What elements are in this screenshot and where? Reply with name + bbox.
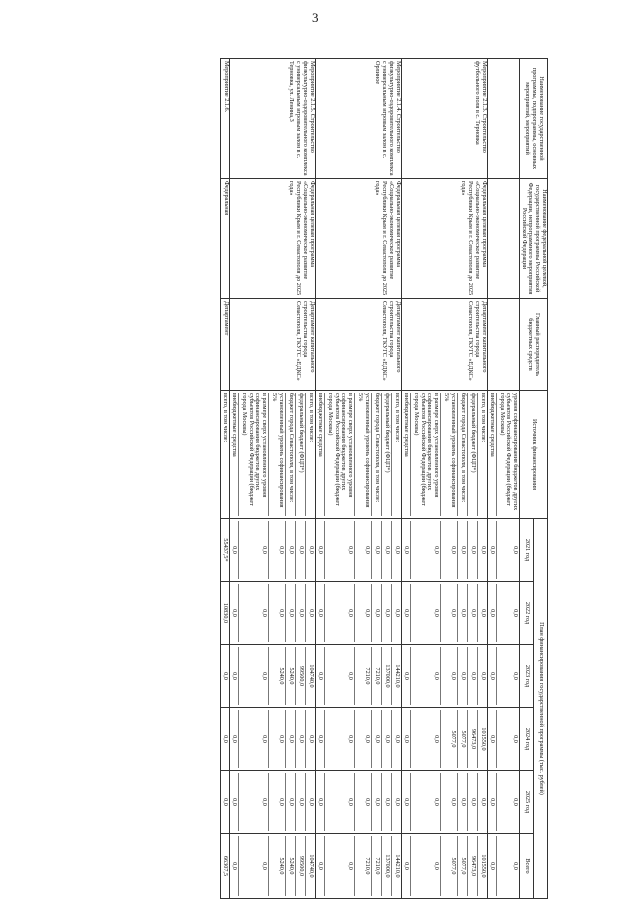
amount-value: 0,0 <box>268 773 285 831</box>
amount-value: 5077,0 <box>440 710 457 768</box>
amount-value: 0,0 <box>317 546 325 554</box>
amount-value: 0,0 <box>317 798 325 806</box>
budget-manager-cell: Департамент капитального строительства города Севастополя, ГКУГС «ЕДКС» <box>229 299 315 391</box>
amount-value: 0,0 <box>268 710 285 768</box>
amount-value: 0,0 <box>295 521 305 579</box>
amount-value: 0,0 <box>467 773 477 831</box>
amount-value: 0,0 <box>238 647 268 705</box>
amount-value: 0,0 <box>410 710 440 768</box>
amount-value: 0,0 <box>477 773 487 831</box>
amount-value: 0,0 <box>295 773 305 831</box>
funding-source-item: всего, в том числе: <box>477 393 487 516</box>
measure-name-cell: Мероприятие 2.1.6. <box>220 59 229 179</box>
amount-value: 0,0 <box>440 521 457 579</box>
budget-manager-cell: Департамент <box>220 299 229 391</box>
amount-value: 0,0 <box>403 862 411 870</box>
year-value-cell <box>401 582 487 645</box>
amount-value: 5240,0 <box>285 647 295 705</box>
amount-value: 0,0 <box>231 609 239 617</box>
amount-value: 0,0 <box>371 521 381 579</box>
funding-source-item: всего, в том числе: <box>222 393 230 443</box>
year-value-cell <box>315 771 401 834</box>
funding-source-item: внебюджетные средства <box>489 393 497 457</box>
table-row <box>315 59 401 899</box>
amount-value: 0,0 <box>231 862 239 870</box>
funding-source-item: в размере сверх установленного уровня софинансирования бюджетов других субъектов Российской Федерации (бюджет города Москвы) <box>324 393 354 516</box>
amount-value: 0,0 <box>489 546 497 554</box>
funding-source-cell <box>220 391 229 519</box>
year-value-cell <box>487 771 519 834</box>
measure-name-cell <box>487 59 519 179</box>
year-value-cell <box>220 645 229 708</box>
amount-value: 0,0 <box>324 584 354 642</box>
funding-source-item: бюджет города Севастополя, в том числе: <box>285 393 295 516</box>
amount-value: 0,0 <box>268 521 285 579</box>
amount-value: 99500,0 <box>295 647 305 705</box>
amount-value: 0,0 <box>305 773 315 831</box>
amount-value: 0,0 <box>489 609 497 617</box>
amount-value: 0,0 <box>317 609 325 617</box>
amount-value: 0,0 <box>496 773 519 831</box>
amount-value: 0,0 <box>496 836 519 896</box>
funding-source-item: бюджет города Севастополя, в том числе: <box>457 393 467 516</box>
amount-value: 137000,0 <box>381 836 391 896</box>
amount-value: 0,0 <box>489 735 497 743</box>
year-value-cell <box>315 582 401 645</box>
table-row <box>220 59 229 899</box>
header-total: Всего <box>519 834 533 899</box>
table-row <box>401 59 487 899</box>
funding-source-item: внебюджетные средства <box>403 393 411 457</box>
amount-value: 0,0 <box>403 735 411 743</box>
amount-value: 0,0 <box>324 647 354 705</box>
federal-program-cell: Федеральная <box>220 179 229 299</box>
amount-value: 0,0 <box>324 773 354 831</box>
year-value-cell <box>315 645 401 708</box>
amount-value: 0,0 <box>268 584 285 642</box>
table-body <box>220 59 519 899</box>
year-value-cell <box>229 771 315 834</box>
amount-value: 0,0 <box>457 521 467 579</box>
header-year: 2022 год <box>519 582 533 645</box>
amount-value: 0,0 <box>381 521 391 579</box>
amount-value: 0,0 <box>381 773 391 831</box>
header-federal: Наименование федеральной целевой, государственной программы Российской Федерации, непрограммного мероприятия Российской Федерации <box>519 179 547 299</box>
amount-value: 0,0 <box>305 584 315 642</box>
funding-source-item: установленный уровень софинансирования 5% <box>440 393 457 516</box>
amount-value: 0,0 <box>457 773 467 831</box>
amount-value: 5240,0 <box>285 836 295 896</box>
amount-value: 0,0 <box>238 836 268 896</box>
year-value-cell <box>401 771 487 834</box>
page-number: 3 <box>312 10 319 25</box>
funding-source-item: всего, в том числе: <box>391 393 401 516</box>
header-source: Источник финансирования <box>519 391 547 519</box>
amount-value: 10830,0 <box>222 602 230 624</box>
funding-source-item: федеральный бюджет (ФЦП*) <box>381 393 391 516</box>
amount-value: 144210,0 <box>391 836 401 896</box>
funding-source-cell <box>401 391 487 519</box>
year-value-cell <box>487 582 519 645</box>
amount-value: 0,0 <box>381 710 391 768</box>
measure-name-cell: Мероприятие 2.1.3. Строительство футбольного поля в с. Терновка <box>401 59 487 179</box>
year-value-cell <box>401 645 487 708</box>
amount-value: 0,0 <box>477 584 487 642</box>
funding-source-item: внебюджетные средства <box>317 393 325 457</box>
amount-value: 0,0 <box>371 584 381 642</box>
funding-source-item: внебюджетные средства <box>231 393 239 457</box>
amount-value: 0,0 <box>354 710 371 768</box>
amount-value: 0,0 <box>440 647 457 705</box>
amount-value: 0,0 <box>477 647 487 705</box>
amount-value: 0,0 <box>496 710 519 768</box>
year-value-cell <box>229 582 315 645</box>
amount-value: 55437,5* <box>222 538 230 562</box>
amount-value: 0,0 <box>324 710 354 768</box>
year-value-cell <box>229 645 315 708</box>
amount-value: 0,0 <box>489 798 497 806</box>
amount-value: 0,0 <box>371 710 381 768</box>
amount-value: 0,0 <box>477 521 487 579</box>
amount-value: 5077,0 <box>457 710 467 768</box>
amount-value: 0,0 <box>457 584 467 642</box>
amount-value: 0,0 <box>285 521 295 579</box>
amount-value: 0,0 <box>354 521 371 579</box>
amount-value: 0,0 <box>391 710 401 768</box>
amount-value: 101550,0 <box>477 836 487 896</box>
amount-value: 0,0 <box>410 647 440 705</box>
amount-value: 0,0 <box>295 584 305 642</box>
budget-manager-cell: Департамент капитального строительства города Севастополя, ГКУГС «ЕДКС» <box>401 299 487 391</box>
amount-value: 0,0 <box>231 546 239 554</box>
amount-value: 104740,0 <box>305 647 315 705</box>
year-value-cell <box>315 708 401 771</box>
measure-name-cell: Мероприятие 2.1.4. Строительство физкультурно-оздоровительного комплекса с универсальным игровым залом в с. Орлиное <box>315 59 401 179</box>
amount-value: 0,0 <box>467 584 477 642</box>
year-value-cell <box>401 708 487 771</box>
funding-source-cell <box>315 391 401 519</box>
financing-table <box>220 58 548 899</box>
amount-value: 0,0 <box>410 521 440 579</box>
amount-value: 0,0 <box>238 773 268 831</box>
amount-value: 0,0 <box>489 862 497 870</box>
amount-value: 5077,0 <box>457 836 467 896</box>
amount-value: 104740,0 <box>305 836 315 896</box>
federal-program-cell: Федеральная целевая программа «Социально-экономическое развитие Республики Крым и г. Севастополя до 2025 года» <box>401 179 487 299</box>
header-row <box>533 59 547 899</box>
measure-name-cell: Мероприятие 2.1.5. Строительство физкультурно-оздоровительного комплекса с универсальным игровым залом в с. Терновка, ул. Ленина,3 <box>229 59 315 179</box>
amount-value: 0,0 <box>295 710 305 768</box>
year-value-cell <box>315 519 401 582</box>
funding-source-item: в размере сверх установленного уровня софинансирования бюджетов других субъектов Российской Федерации (бюджет города Москвы) <box>410 393 440 516</box>
amount-value: 7210,0 <box>354 836 371 896</box>
amount-value: 0,0 <box>410 584 440 642</box>
amount-value: 0,0 <box>440 773 457 831</box>
amount-value: 0,0 <box>285 584 295 642</box>
year-value-cell <box>220 771 229 834</box>
amount-value: 0,0 <box>231 798 239 806</box>
year-value-cell <box>229 519 315 582</box>
amount-value: 0,0 <box>391 584 401 642</box>
year-value-cell <box>220 708 229 771</box>
federal-program-cell: Федеральная целевая программа «Социально-экономическое развитие Республики Крым и г. Севастополя до 2025 года» <box>315 179 401 299</box>
year-value-cell <box>487 519 519 582</box>
funding-source-cell <box>487 391 519 519</box>
amount-value: 0,0 <box>324 521 354 579</box>
table-row <box>229 59 315 899</box>
federal-program-cell: Федеральная целевая программа «Социально-экономическое развитие Республики Крым и г. Севастополя до 2025 года» <box>229 179 315 299</box>
amount-value: 0,0 <box>238 584 268 642</box>
amount-value: 0,0 <box>317 672 325 680</box>
total-value-cell <box>220 834 229 899</box>
amount-value: 0,0 <box>222 798 230 806</box>
amount-value: 0,0 <box>222 735 230 743</box>
amount-value: 5240,0 <box>268 647 285 705</box>
amount-value: 0,0 <box>410 836 440 896</box>
year-value-cell <box>220 582 229 645</box>
amount-value: 0,0 <box>496 584 519 642</box>
funding-source-item: установленный уровень софинансирования 5% <box>354 393 371 516</box>
header-plan: План финансирования государственной программы (тыс. рублей) <box>533 519 547 899</box>
amount-value: 0,0 <box>354 584 371 642</box>
amount-value: 101550,0 <box>477 710 487 768</box>
header-year: 2025 год <box>519 771 533 834</box>
funding-source-item: бюджет города Севастополя, в том числе: <box>371 393 381 516</box>
amount-value: 0,0 <box>496 521 519 579</box>
funding-source-item: всего, в том числе: <box>305 393 315 516</box>
amount-value: 0,0 <box>285 710 295 768</box>
total-value-cell <box>229 834 315 899</box>
funding-source-item: в размере сверх установленного уровня софинансирования бюджетов других субъектов Российской Федерации (бюджет города Москвы) <box>238 393 268 516</box>
amount-value: 0,0 <box>457 647 467 705</box>
amount-value: 0,0 <box>305 710 315 768</box>
amount-value: 96473,0 <box>467 836 477 896</box>
total-value-cell <box>315 834 401 899</box>
funding-source-item: федеральный бюджет (ФЦП*) <box>467 393 477 516</box>
funding-source-item: установленный уровень софинансирования 5% <box>268 393 285 516</box>
amount-value: 0,0 <box>403 609 411 617</box>
amount-value: 7210,0 <box>354 647 371 705</box>
amount-value: 96473,0 <box>467 710 477 768</box>
table-row <box>487 59 519 899</box>
funding-source-item: федеральный бюджет (ФЦП*) <box>295 393 305 516</box>
amount-value: 0,0 <box>391 773 401 831</box>
amount-value: 66307,5 <box>222 855 230 877</box>
year-value-cell <box>229 708 315 771</box>
header-year: 2021 год <box>519 519 533 582</box>
year-value-cell <box>487 708 519 771</box>
amount-value: 0,0 <box>317 735 325 743</box>
amount-value: 0,0 <box>305 521 315 579</box>
amount-value: 5240,0 <box>268 836 285 896</box>
amount-value: 0,0 <box>231 735 239 743</box>
year-value-cell <box>487 645 519 708</box>
amount-value: 0,0 <box>324 836 354 896</box>
amount-value: 0,0 <box>317 862 325 870</box>
amount-value: 0,0 <box>489 672 497 680</box>
amount-value: 0,0 <box>403 546 411 554</box>
amount-value: 0,0 <box>467 647 477 705</box>
amount-value: 5077,0 <box>440 836 457 896</box>
budget-manager-cell: Департамент капитального строительства города Севастополя, ГКУГС «ЕДКС» <box>315 299 401 391</box>
funding-source-item: уровня софинансирования бюджетов других субъектов Российской Федерации (бюджет города Москвы) <box>496 393 519 516</box>
header-name: Наименование государственной программы, подпрограммы, основных мероприятий, мероприятий <box>519 59 547 179</box>
total-value-cell <box>401 834 487 899</box>
amount-value: 0,0 <box>467 521 477 579</box>
amount-value: 7210,0 <box>371 836 381 896</box>
financing-table-container <box>108 58 548 898</box>
amount-value: 0,0 <box>391 521 401 579</box>
header-year: 2023 год <box>519 645 533 708</box>
amount-value: 99500,0 <box>295 836 305 896</box>
federal-program-cell <box>487 179 519 299</box>
amount-value: 0,0 <box>381 584 391 642</box>
amount-value: 0,0 <box>440 584 457 642</box>
amount-value: 0,0 <box>238 521 268 579</box>
year-value-cell <box>401 519 487 582</box>
amount-value: 0,0 <box>403 672 411 680</box>
amount-value: 0,0 <box>285 773 295 831</box>
header-year: 2024 год <box>519 708 533 771</box>
header-manager: Главный распорядитель бюджетных средств <box>519 299 547 391</box>
amount-value: 7210,0 <box>371 647 381 705</box>
amount-value: 144210,0 <box>391 647 401 705</box>
amount-value: 0,0 <box>222 672 230 680</box>
amount-value: 0,0 <box>403 798 411 806</box>
amount-value: 0,0 <box>354 773 371 831</box>
amount-value: 0,0 <box>410 773 440 831</box>
amount-value: 0,0 <box>371 773 381 831</box>
funding-source-cell <box>229 391 315 519</box>
budget-manager-cell <box>487 299 519 391</box>
total-value-cell <box>487 834 519 899</box>
amount-value: 0,0 <box>238 710 268 768</box>
year-value-cell <box>220 519 229 582</box>
amount-value: 137000,0 <box>381 647 391 705</box>
amount-value: 0,0 <box>231 672 239 680</box>
amount-value: 0,0 <box>496 647 519 705</box>
